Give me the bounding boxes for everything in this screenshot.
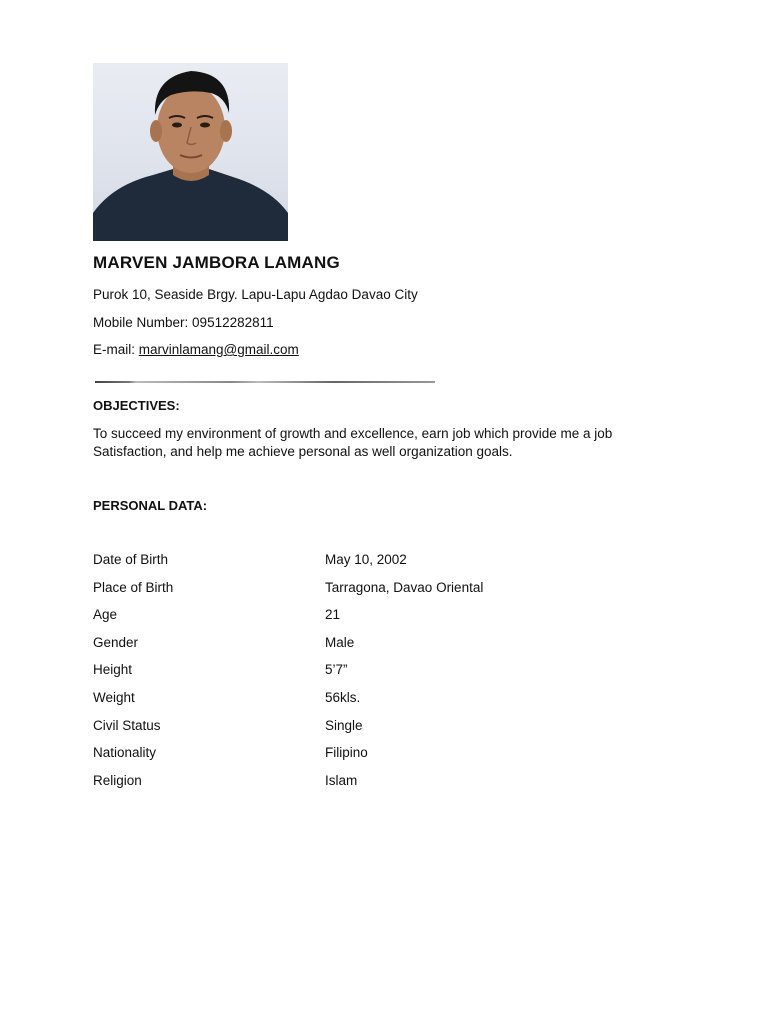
personal-data-table [93, 550, 543, 798]
personal-data-row [93, 771, 543, 799]
objectives-text: To succeed my environment of growth and excellence, earn job which provide me a job Satisfaction, and help me achieve personal as well organization goals. [93, 426, 613, 459]
row-label: Religion [93, 772, 142, 788]
row-value: 21 [325, 607, 341, 623]
personal-data-row [93, 743, 543, 771]
row-value: Islam [325, 772, 358, 788]
row-value: Male [325, 634, 355, 650]
email-link[interactable]: marvinlamang@gmail.com [138, 342, 299, 357]
personal-data-row [93, 633, 543, 661]
email [93, 342, 299, 357]
personal-data-row [93, 660, 543, 688]
row-label: Height [93, 662, 133, 678]
address: Purok 10, Seaside Brgy. Lapu-Lapu Agdao Davao City [93, 287, 418, 302]
objectives-heading: OBJECTIVES: [93, 398, 180, 413]
row-label: Nationality [93, 745, 157, 761]
row-label: Date of Birth [93, 552, 169, 567]
row-label: Weight [93, 689, 135, 705]
row-value: 56kls. [325, 689, 361, 705]
row-label: Place of Birth [93, 579, 174, 595]
personal-data-heading: PERSONAL DATA: [93, 498, 208, 513]
personal-data-row [93, 550, 543, 578]
profile-photo [93, 63, 288, 241]
section-divider [95, 381, 435, 383]
mobile-label: Mobile Number: [93, 315, 193, 330]
personal-data-row [93, 716, 543, 744]
personal-data-row [93, 578, 543, 606]
row-label: Age [93, 607, 118, 623]
mobile-value: 09512282811 [192, 315, 274, 330]
personal-data-row [93, 688, 543, 716]
row-value: Single [325, 717, 363, 733]
row-label: Civil Status [93, 717, 161, 733]
row-label: Gender [93, 634, 139, 650]
row-value: 5’7” [325, 662, 348, 678]
personal-data-row [93, 605, 543, 633]
applicant-name: MARVEN JAMBORA LAMANG [93, 253, 340, 272]
mobile-number [93, 315, 274, 330]
row-value: Filipino [325, 745, 368, 761]
email-label: E-mail: [93, 342, 139, 357]
row-value: May 10, 2002 [325, 552, 407, 567]
row-value: Tarragona, Davao Oriental [325, 579, 484, 595]
